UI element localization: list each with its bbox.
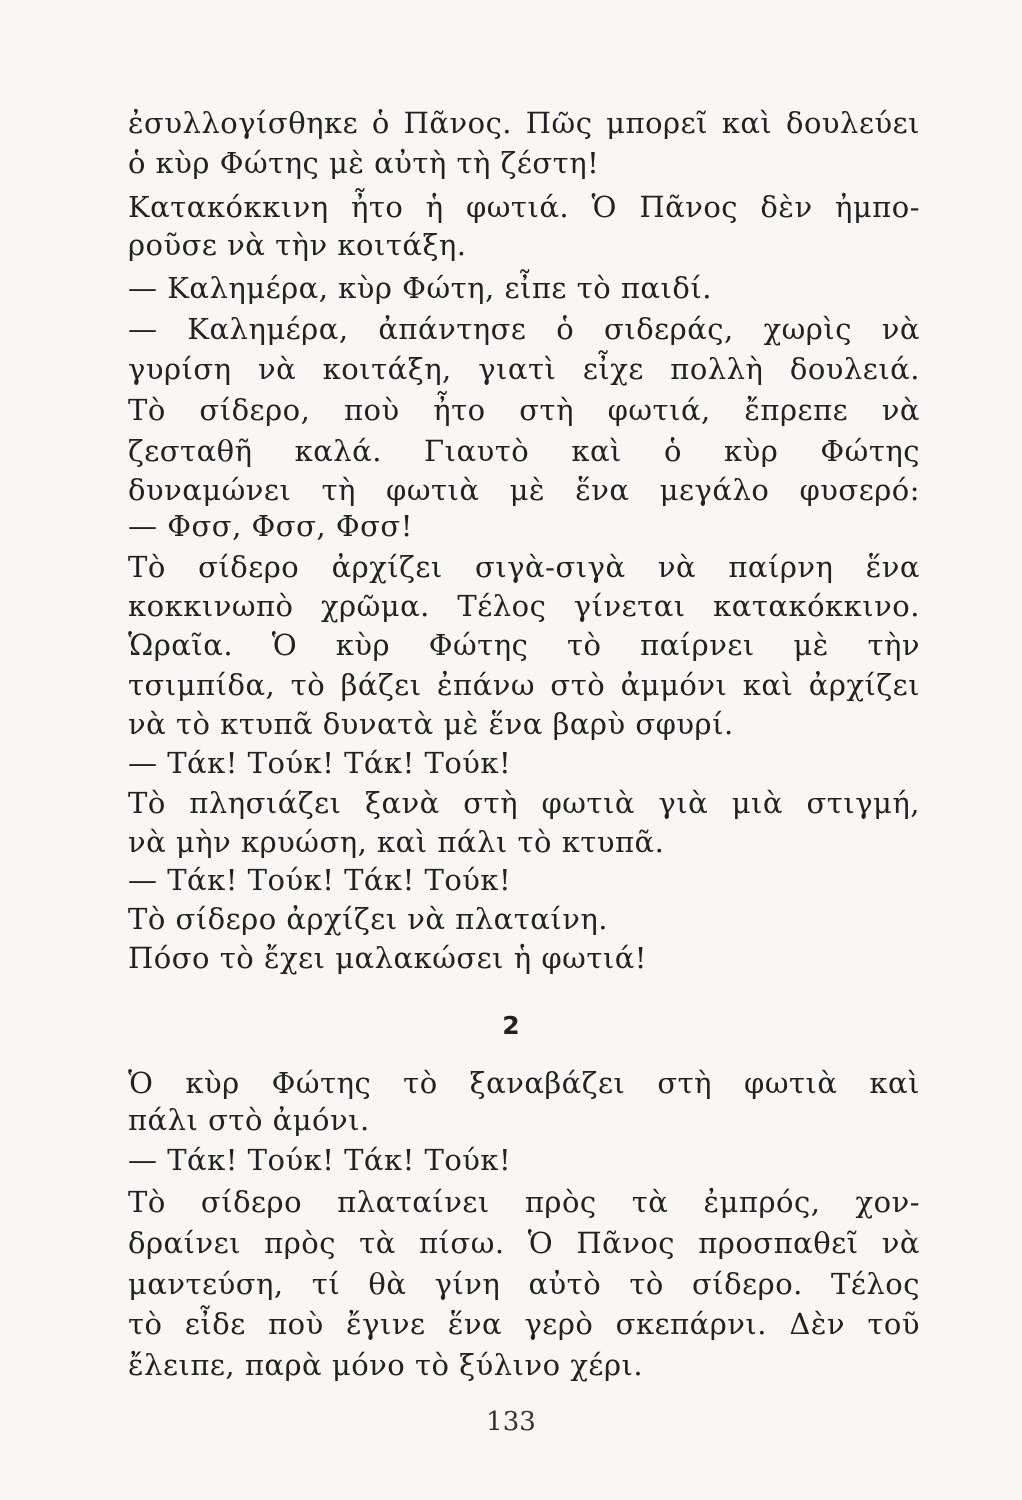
text-line: νὰ τὸ κτυπᾶ δυνατὰ μὲ ἕνα βαρὺ σφυρί. bbox=[128, 707, 734, 741]
dialogue-line: — Φσσ, Φσσ, Φσσ! bbox=[128, 509, 413, 543]
text-line: νὰ μὴν κρυώση, καὶ πάλι τὸ κτυπᾶ. bbox=[128, 825, 665, 859]
text-line: ζεσταθῆ καλά. Γιαυτὸ καὶ ὁ κὺρ Φώτης bbox=[128, 434, 920, 468]
text-line: Κατακόκκινη ἦτο ἡ φωτιά. Ὁ Πᾶνος δὲν ἠμπο- bbox=[128, 190, 920, 224]
text-line: δυναμώνει τὴ φωτιὰ μὲ ἕνα μεγάλο φυσερό: bbox=[128, 473, 920, 507]
text-line: Ὁ κὺρ Φώτης τὸ ξαναβάζει στὴ φωτιὰ καὶ bbox=[128, 1066, 920, 1100]
text-line: μαντεύση, τί θὰ γίνη αὐτὸ τὸ σίδερο. Τέλος bbox=[128, 1267, 920, 1301]
text-line: Πόσο τὸ ἔχει μαλακώσει ἡ φωτιά! bbox=[128, 941, 647, 975]
text-line: Τὸ σίδερο πλαταίνει πρὸς τὰ ἐμπρός, χον- bbox=[128, 1185, 920, 1219]
text-line: δραίνει πρὸς τὰ πίσω. Ὁ Πᾶνος προσπαθεῖ νὰ bbox=[128, 1226, 920, 1260]
text-line: ροῦσε νὰ τὴν κοιτάξη. bbox=[128, 228, 467, 262]
page-number: 133 bbox=[486, 1407, 536, 1437]
text-line: Ὡραῖα. Ὁ κὺρ Φώτης τὸ παίρνει μὲ τὴν bbox=[128, 628, 920, 662]
dialogue-line: — Τάκ! Τούκ! Τάκ! Τούκ! bbox=[128, 1143, 512, 1177]
section-heading: 2 bbox=[502, 1011, 520, 1040]
text-line: Τὸ σίδερο ἀρχίζει νὰ πλαταίνη. bbox=[128, 902, 608, 936]
text-line: ὁ κὺρ Φώτης μὲ αὐτὴ τὴ ζέστη! bbox=[128, 146, 600, 180]
text-line: ἐσυλλογίσθηκε ὁ Πᾶνος. Πῶς μπορεῖ καὶ δουλεύει bbox=[128, 106, 920, 140]
dialogue-line: — Καλημέρα, κὺρ Φώτη, εἶπε τὸ παιδί. bbox=[128, 271, 712, 305]
text-line: τσιμπίδα, τὸ βάζει ἐπάνω στὸ ἀμμόνι καὶ ἀρχίζει bbox=[128, 668, 920, 702]
dialogue-line: — Τάκ! Τούκ! Τάκ! Τούκ! bbox=[128, 746, 512, 780]
text-line: Τὸ σίδερο ἀρχίζει σιγὰ-σιγὰ νὰ παίρνη ἕνα bbox=[128, 550, 920, 584]
text-line: κοκκινωπὸ χρῶμα. Τέλος γίνεται κατακόκκινο. bbox=[128, 589, 920, 623]
text-line: πάλι στὸ ἀμόνι. bbox=[128, 1103, 370, 1137]
text-line: Τὸ σίδερο, ποὺ ἦτο στὴ φωτιά, ἔπρεπε νὰ bbox=[128, 393, 920, 427]
text-line: ἔλειπε, παρὰ μόνο τὸ ξύλινο χέρι. bbox=[128, 1348, 644, 1382]
dialogue-line: — Καλημέρα, ἀπάντησε ὁ σιδεράς, χωρὶς νὰ bbox=[128, 312, 920, 346]
text-line: Τὸ πλησιάζει ξανὰ στὴ φωτιὰ γιὰ μιὰ στιγμή, bbox=[128, 786, 920, 820]
text-line: τὸ εἶδε ποὺ ἔγινε ἕνα γερὸ σκεπάρνι. Δὲν τοῦ bbox=[128, 1307, 920, 1341]
text-line: γυρίση νὰ κοιτάξη, γιατὶ εἶχε πολλὴ δουλειά. bbox=[128, 352, 920, 386]
dialogue-line: — Τάκ! Τούκ! Τάκ! Τούκ! bbox=[128, 863, 512, 897]
